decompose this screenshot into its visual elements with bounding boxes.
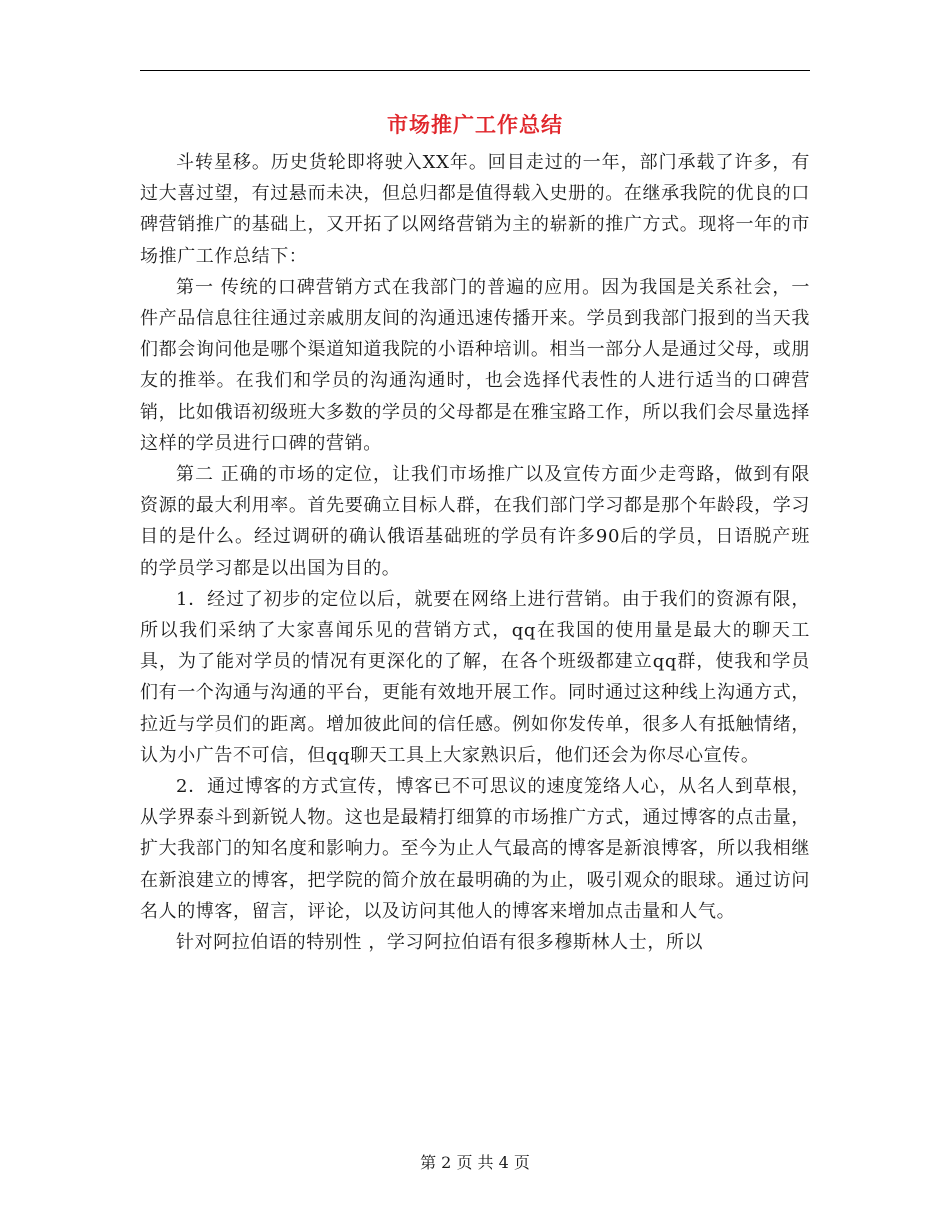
paragraph-intro: 斗转星移。历史货轮即将驶入XX年。回目走过的一年，部门承载了许多，有过大喜过望，有过悬而未决，但总归都是值得载入史册的。在继承我院的优良的口碑营销推广的基础上，又开拓了以网络营销为主的崭新的推广方式。现将一年的市场推广工作总结下： <box>140 152 810 267</box>
header-rule <box>140 70 810 71</box>
page-footer: 第 2 页 共 4 页 <box>420 1153 530 1172</box>
document-title: 市场推广工作总结 <box>387 112 563 137</box>
document-body <box>140 147 810 958</box>
paragraph-blog-marketing: 2．通过博客的方式宣传，博客已不可思议的速度笼络人心，从名人到草根，从学界泰斗到新锐人物。这也是最精打细算的市场推广方式，通过博客的点击量，扩大我部门的知名度和影响力。至今为止人气最高的博客是新浪博客，所以我相继在新浪建立的博客，把学院的简介放在最明确的为止，吸引观众的眼球。通过访问名人的博客，留言，评论，以及访问其他人的博客来增加点击量和人气。 <box>140 776 810 922</box>
paragraph-point-two: 第二 正确的市场的定位，让我们市场推广以及宣传方面少走弯路，做到有限资源的最大利用率。首先要确立目标人群，在我们部门学习都是那个年龄段，学习目的是什么。经过调研的确认俄语基础班的学员有许多90后的学员，日语脱产班的学员学习都是以出国为目的。 <box>140 464 810 579</box>
paragraph-qq-marketing: 1．经过了初步的定位以后，就要在网络上进行营销。由于我们的资源有限，所以我们采纳了大家喜闻乐见的营销方式，qq在我国的使用量是最大的聊天工具，为了能对学员的情况有更深化的了解，在各个班级都建立qq群，使我和学员们有一个沟通与沟通的平台，更能有效地开展工作。同时通过这种线上沟通方式，拉近与学员们的距离。增加彼此间的信任感。例如你发传单，很多人有抵触情绪，认为小广告不可信，但qq聊天工具上大家熟识后，他们还会为你尽心宣传。 <box>140 588 810 766</box>
paragraph-arabic: 针对阿拉伯语的特别性 ，学习阿拉伯语有很多穆斯林人士，所以 <box>176 932 704 954</box>
paragraph-point-one: 第一 传统的口碑营销方式在我部门的普遍的应用。因为我国是关系社会，一件产品信息往往通过亲戚朋友间的沟通迅速传播开来。学员到我部门报到的当天我们都会询问他是哪个渠道知道我院的小语种培训。相当一部分人是通过父母，或朋友的推举。在我们和学员的沟通沟通时，也会选择代表性的人进行适当的口碑营销，比如俄语初级班大多数的学员的父母都是在雅宝路工作，所以我们会尽量选择这样的学员进行口碑的营销。 <box>140 276 810 454</box>
